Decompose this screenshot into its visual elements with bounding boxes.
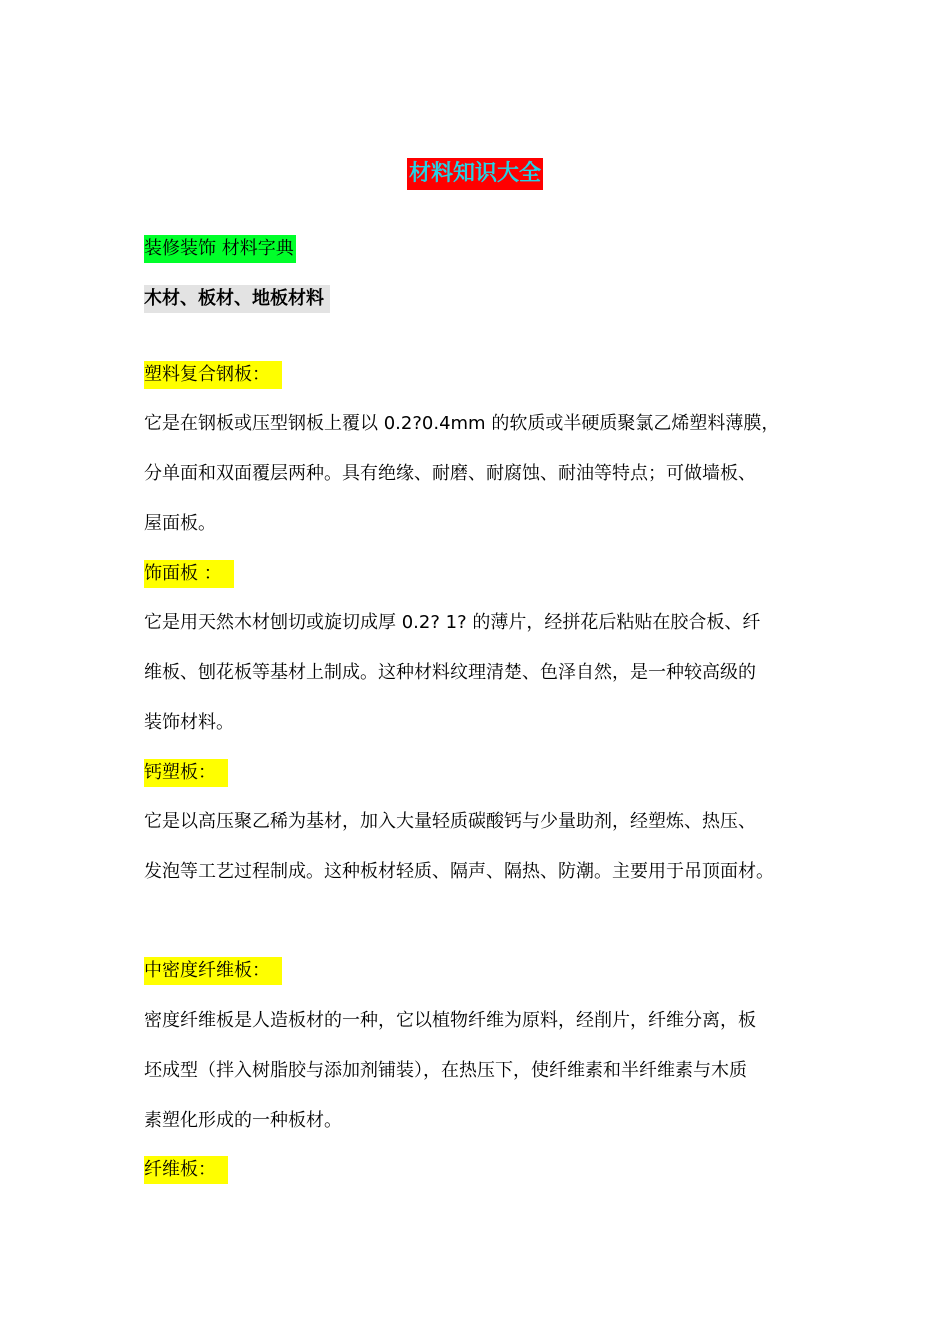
- subtitle-row: [144, 235, 824, 263]
- section-heading: 饰面板 ：: [144, 560, 234, 588]
- section-heading-row: [144, 1156, 824, 1184]
- body-line: 坯成型（拌入树脂胶与添加剂铺装），在热压下，使纤维素和半纤维素与木质: [144, 1060, 747, 1081]
- section-body: [144, 797, 824, 897]
- body-line: 装饰材料。: [144, 712, 234, 733]
- section-heading: 塑料复合钢板：: [144, 361, 282, 389]
- section-heading-row: [144, 560, 824, 588]
- document-title: 材料知识大全: [407, 158, 543, 190]
- title-row: [0, 158, 950, 190]
- section-heading: 钙塑板：: [144, 759, 228, 787]
- category-row: [144, 285, 824, 313]
- section-heading: 纤维板：: [144, 1156, 228, 1184]
- section-heading-row: [144, 957, 824, 985]
- body-line: 它是以高压聚乙稀为基材，加入大量轻质碳酸钙与少量助剂，经塑炼、热压、: [144, 811, 756, 832]
- body-line: 分单面和双面覆层两种。具有绝缘、耐磨、耐腐蚀、耐油等特点；可做墙板、: [144, 463, 756, 484]
- body-line: 维板、刨花板等基材上制成。这种材料纹理清楚、色泽自然，是一种较高级的: [144, 662, 756, 683]
- section-heading: 中密度纤维板：: [144, 957, 282, 985]
- section-body: [144, 399, 824, 549]
- section-body: [144, 598, 824, 748]
- body-line: 它是用天然木材刨切或旋切成厚 0.2? 1? 的薄片，经拼花后粘贴在胶合板、纤: [144, 612, 761, 633]
- category-heading: 木材、板材、地板材料: [144, 285, 330, 313]
- section-heading-row: [144, 759, 824, 787]
- body-line: 发泡等工艺过程制成。这种板材轻质、隔声、隔热、防潮。主要用于吊顶面材。: [144, 861, 774, 882]
- body-line: 密度纤维板是人造板材的一种，它以植物纤维为原料，经削片，纤维分离，板: [144, 1010, 756, 1031]
- body-line: 它是在钢板或压型钢板上覆以 0.2?0.4mm 的软质或半硬质聚氯乙烯塑料薄膜，: [144, 413, 780, 434]
- section-heading-row: [144, 361, 824, 389]
- section-body: [144, 996, 824, 1146]
- body-line: 素塑化形成的一种板材。: [144, 1110, 342, 1131]
- document-subtitle: 装修装饰 材料字典: [144, 235, 296, 263]
- body-line: 屋面板。: [144, 513, 216, 534]
